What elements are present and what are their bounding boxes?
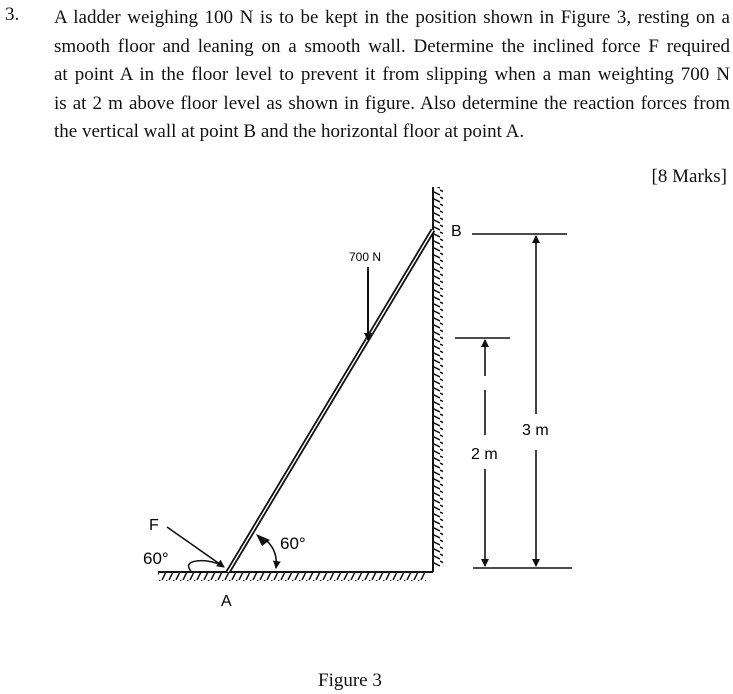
ladder-angle-label: 60° <box>280 534 306 553</box>
dim-3m-label: 3 m <box>522 422 549 439</box>
figure-caption: Figure 3 <box>318 670 382 691</box>
dim-2m-label: 2 m <box>471 446 498 463</box>
force-f-label: F <box>149 517 159 534</box>
question-line: the vertical wall at point B and the horizontal floor at point A. <box>54 121 525 143</box>
point-b-label: B <box>451 223 462 240</box>
ladder <box>228 230 433 572</box>
question-line: at point A in the floor level to prevent it from slipping when a man weighting 700 N <box>54 64 730 86</box>
floor <box>158 572 433 581</box>
force-angle-arc <box>188 561 221 572</box>
wall <box>433 187 443 572</box>
question-line: A ladder weighing 100 N is to be kept in the position shown in Figure 3, resting on a <box>54 7 730 28</box>
question-line: is at 2 m above floor level as shown in figure. Also determine the reaction forces from <box>54 92 730 114</box>
dimensions <box>455 234 572 568</box>
question-number: 3. <box>5 4 20 25</box>
load-label: 700 N <box>349 250 382 264</box>
question-line: smooth floor and leaning on a smooth wall. Determine the inclined force F required <box>54 35 730 57</box>
force-angle-label: 60° <box>143 549 169 568</box>
point-a-label: A <box>221 593 232 610</box>
marks-label: [8 Marks] <box>651 166 727 187</box>
